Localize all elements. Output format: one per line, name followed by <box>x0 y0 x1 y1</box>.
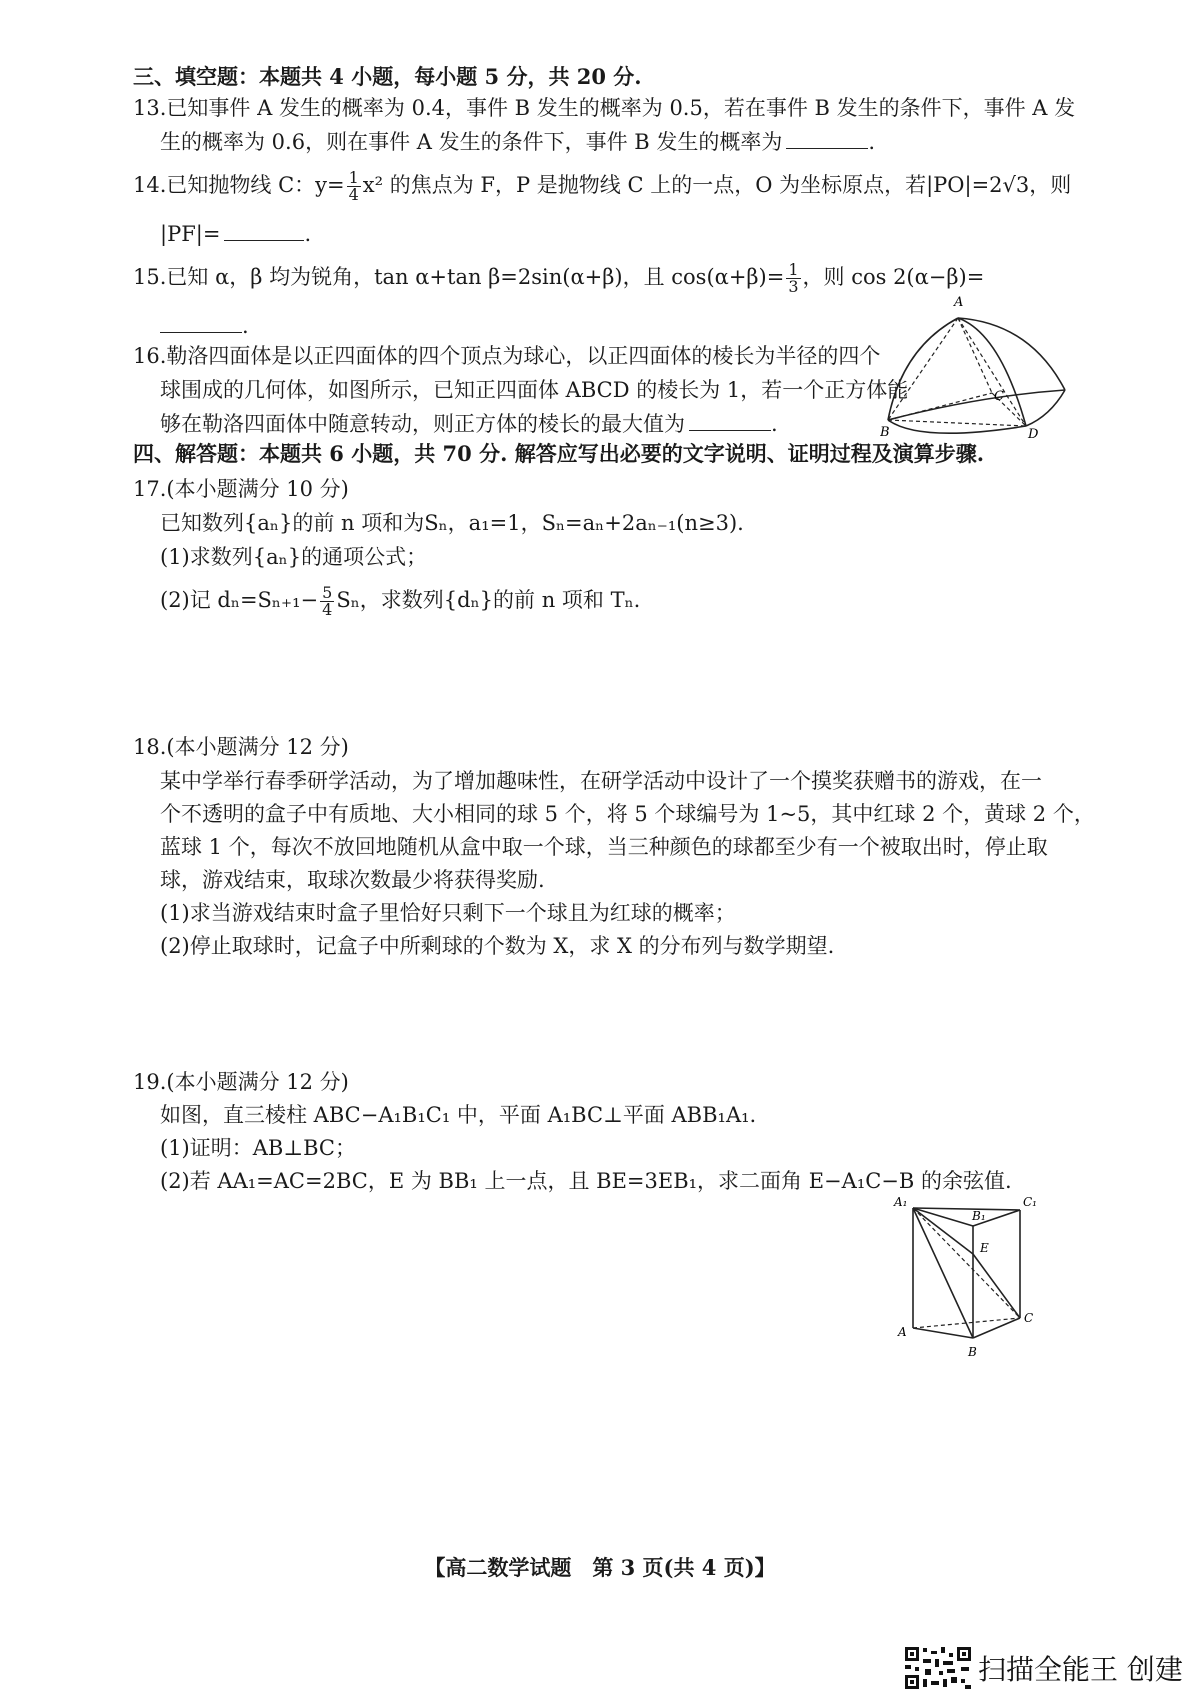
prism-edge-a1b1 <box>913 1208 973 1226</box>
q17-title: 17.(本小题满分 10 分) <box>133 477 349 501</box>
figure-arc-bd <box>888 420 1026 433</box>
q18-part1: (1)求当游戏结束时盒子里恰好只剩下一个球且为红球的概率； <box>160 901 736 925</box>
q14-frac-num: 1 <box>348 168 359 187</box>
q15-answer-blank <box>160 312 242 333</box>
prism-edge-ab <box>913 1328 973 1338</box>
q18-line2: 个不透明的盒子中有质地、大小相同的球 5 个，将 5 个球编号为 1~5，其中红球 2 个，黄球 2 个， <box>160 802 1095 826</box>
q16-line1: 16.勒洛四面体是以正四面体的四个顶点为球心，以正四面体的棱长为半径的四个 <box>133 344 881 368</box>
figure-arc-ac <box>958 318 1065 390</box>
figure-label-d: D <box>1028 427 1039 438</box>
reuleaux-tetrahedron-figure <box>880 288 1132 438</box>
q14-line2-row: |PF|= . <box>160 222 312 246</box>
figure-edge-bd <box>888 420 1026 426</box>
q17-line1: 已知数列{aₙ}的前 n 项和为Sₙ，a₁=1，Sₙ=aₙ+2aₙ₋₁(n≥3). <box>160 511 744 535</box>
prism-label-b: B <box>968 1345 977 1359</box>
qr-code-icon <box>903 1645 973 1691</box>
q17-part2-row <box>160 585 640 618</box>
figure-arc-bc <box>888 390 1065 420</box>
figure-edge-ad <box>958 318 1026 426</box>
section4-header: 四、解答题：本题共 6 小题，共 70 分. 解答应写出必要的文字说明、证明过程及演算步骤. <box>133 441 985 466</box>
q17-part2-post: Sₙ，求数列{dₙ}的前 n 项和 Tₙ. <box>336 588 641 612</box>
q15-line-row <box>133 262 984 295</box>
figure-label-a: A <box>954 295 964 310</box>
figure-edge-bc <box>888 393 992 420</box>
figure-arc-cd <box>1026 390 1065 426</box>
q18-title: 18.(本小题满分 12 分) <box>133 735 349 759</box>
page-footer: 【高二数学试题 第 3 页(共 4 页)】 <box>424 1555 776 1580</box>
q18-line1: 某中学举行春季研学活动，为了增加趣味性，在研学活动中设计了一个摸奖获赠书的游戏，在一 <box>160 769 1042 793</box>
q16-answer-blank <box>689 410 771 431</box>
prism-label-c: C <box>1024 1311 1034 1325</box>
q16-line2: 球围成的几何体，如图所示，已知正四面体 ABCD 的棱长为 1，若一个正方体能 <box>160 378 909 402</box>
q18-part2: (2)停止取球时，记盒子中所剩球的个数为 X，求 X 的分布列与数学期望. <box>160 934 835 958</box>
q14-pre: 14.已知抛物线 C：y= <box>133 173 345 197</box>
prism-edge-bc <box>973 1318 1020 1338</box>
q18-line3: 蓝球 1 个，每次不放回地随机从盒中取一个球，当三种颜色的球都至少有一个被取出时，停止取 <box>160 835 1048 859</box>
q17-fraction <box>320 585 334 618</box>
q17-part1: (1)求数列{aₙ}的通项公式； <box>160 545 428 569</box>
prism-label-a: A <box>898 1325 907 1339</box>
q16-line3: 够在勒洛四面体中随意转动，则正方体的棱长的最大值为 <box>160 412 685 436</box>
q19-part2: (2)若 AA₁=AC=2BC，E 为 BB₁ 上一点，且 BE=3EB₁，求二面角 E−A₁C−B 的余弦值. <box>160 1169 1012 1193</box>
prism-edge-a1e <box>913 1208 973 1254</box>
q19-part1: (1)证明：AB⊥BC； <box>160 1136 356 1160</box>
figure-edge-ac <box>958 318 992 393</box>
prism-figure <box>888 1190 1048 1360</box>
q15-frac-num: 1 <box>788 260 799 279</box>
q15-frac-den: 3 <box>788 277 799 296</box>
q15-answer-row: . <box>160 312 249 340</box>
q14-fraction <box>347 170 361 203</box>
section3-header: 三、填空题：本题共 4 小题，每小题 5 分，共 20 分. <box>133 64 642 89</box>
q17-part2-pre: (2)记 dₙ=Sₙ₊₁− <box>160 588 319 612</box>
prism-label-c1: C₁ <box>1023 1195 1037 1209</box>
q19-line1: 如图，直三棱柱 ABC−A₁B₁C₁ 中，平面 A₁BC⊥平面 ABB₁A₁. <box>160 1103 757 1127</box>
q15-post: ，则 cos 2(α−β)= <box>802 265 985 289</box>
watermark-text: 扫描全能王 创建 <box>978 1653 1183 1686</box>
q14-post: x² 的焦点为 F，P 是抛物线 C 上的一点，O 为坐标原点，若|PO|=2√3，则 <box>362 173 1072 197</box>
figure-label-b: B <box>880 425 890 438</box>
prism-label-e: E <box>980 1241 989 1255</box>
q14-line2: |PF|= <box>160 222 221 246</box>
prism-edge-a1b <box>913 1208 973 1338</box>
prism-label-a1: A₁ <box>894 1195 908 1209</box>
prism-edge-ec <box>973 1254 1020 1318</box>
q16-line3-row: 够在勒洛四面体中随意转动，则正方体的棱长的最大值为 . <box>160 412 778 436</box>
q17-frac-num: 5 <box>322 583 333 602</box>
q14-answer-blank <box>224 220 304 241</box>
q14-frac-den: 4 <box>348 185 359 204</box>
prism-edge-a1c1 <box>913 1208 1020 1210</box>
prism-label-b1: B₁ <box>972 1209 986 1223</box>
q18-line4: 球，游戏结束，取球次数最少将获得奖励. <box>160 868 545 892</box>
figure-label-c: C <box>994 389 1004 404</box>
figure-edge-ab <box>888 318 958 420</box>
q13-line1: 13.已知事件 A 发生的概率为 0.4，事件 B 发生的概率为 0.5，若在事件 B 发生的条件下，事件 A 发 <box>133 96 1076 120</box>
q13-answer-blank <box>786 128 868 149</box>
q15-fraction <box>786 262 800 295</box>
q17-frac-den: 4 <box>322 600 333 619</box>
q13-line2-row: 生的概率为 0.6，则在事件 A 发生的条件下，事件 B 发生的概率为 . <box>160 130 876 154</box>
q14-line1-row <box>133 170 1071 203</box>
q15-pre: 15.已知 α，β 均为锐角，tan α+tan β=2sin(α+β)，且 cos(α+β)= <box>133 265 785 289</box>
q13-line2: 生的概率为 0.6，则在事件 A 发生的条件下，事件 B 发生的概率为 <box>160 130 783 154</box>
q19-title: 19.(本小题满分 12 分) <box>133 1070 349 1094</box>
